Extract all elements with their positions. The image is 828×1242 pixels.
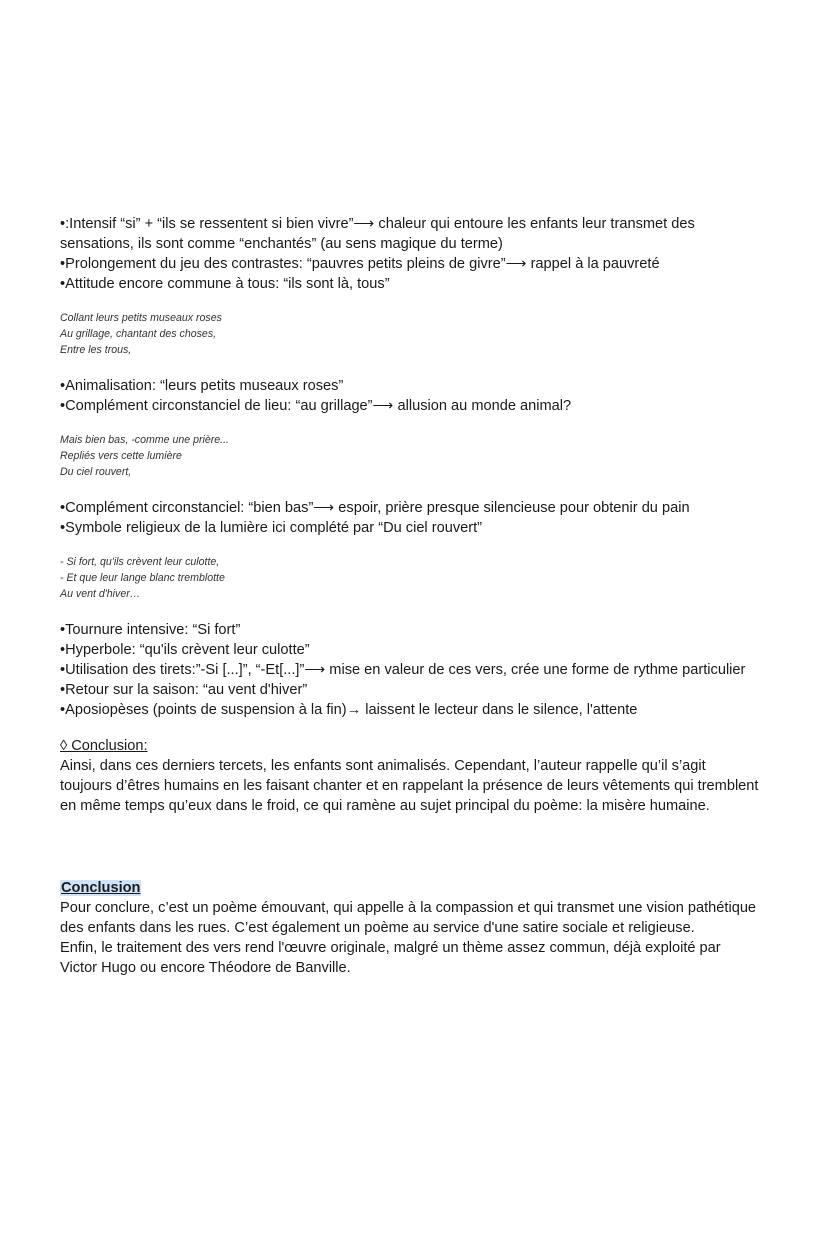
- conclusion-paragraph: Enfin, le traitement des vers rend l'œuvre originale, malgré un thème assez commun, déjà exploité par Victor Hugo ou encore Théodore de Banville.: [60, 940, 721, 976]
- bullet-attitude: •Attitude encore commune à tous: “ils sont là, tous”: [60, 276, 390, 292]
- quote2-line: Repliés vers cette lumière: [60, 450, 182, 462]
- document-page: [60, 214, 760, 978]
- quote2-line: Mais bien bas, -comme une prière...: [60, 434, 229, 446]
- bullet-hyperbole: •Hyperbole: “qu'ils crèvent leur culotte”: [60, 642, 310, 658]
- quote1-line: Collant leurs petits museaux roses: [60, 312, 222, 324]
- bullet-bien-bas: •Complément circonstanciel: “bien bas”⟶ espoir, prière presque silencieuse pour obtenir du pain: [60, 500, 690, 516]
- sub-conclusion-heading: ◊ Conclusion:: [60, 738, 148, 754]
- quote3-line: - Et que leur lange blanc tremblotte: [60, 572, 225, 584]
- bullet-animalisation: •Animalisation: “leurs petits museaux roses”: [60, 378, 344, 394]
- quote3-line: - Si fort, qu'ils crèvent leur culotte,: [60, 556, 220, 568]
- bullet-symbole: •Symbole religieux de la lumière ici complété par “Du ciel rouvert”: [60, 520, 483, 536]
- bullet-lieu: •Complément circonstanciel de lieu: “au grillage”⟶ allusion au monde animal?: [60, 398, 572, 414]
- conclusion-paragraph: Pour conclure, c’est un poème émouvant, qui appelle à la compassion et qui transmet une vision pathétique des enfants dans les rues. C’est également un poème au service d'une satire sociale et religieuse.: [60, 900, 757, 936]
- conclusion-heading: Conclusion: [61, 880, 141, 896]
- bullet-tournure: •Tournure intensive: “Si fort”: [60, 622, 241, 638]
- bullet-prolongement: •Prolongement du jeu des contrastes: “pauvres petits pleins de givre”⟶ rappel à la pauvreté: [60, 256, 660, 272]
- sub-conclusion-text: Ainsi, dans ces derniers tercets, les enfants sont animalisés. Cependant, l’auteur rappelle qu’il s’agit toujours d’êtres humains en les faisant chanter et en rappelant la présence de leurs vêtements qui tremblent en même temps qu’eux dans le froid, ce qui ramène au sujet principal du poème: la misère humaine.: [60, 758, 759, 814]
- quote3-line: Au vent d'hiver…: [60, 588, 141, 600]
- bullet-aposiopeses: •Aposiopèses (points de suspension à la fin)→ laissent le lecteur dans le silence, l'attente: [60, 702, 638, 718]
- bullet-intensif: •:Intensif “si” + “ils se ressentent si bien vivre”⟶ chaleur qui entoure les enfants leur transmet des sensations, ils sont comme “enchantés” (au sens magique du terme): [60, 216, 695, 252]
- bullet-saison: •Retour sur la saison: “au vent d'hiver”: [60, 682, 308, 698]
- bullet-tirets: •Utilisation des tirets:”-Si [...]”, “-Et[...]”⟶ mise en valeur de ces vers, crée une forme de rythme particulier: [60, 662, 746, 678]
- quote2-line: Du ciel rouvert,: [60, 466, 132, 478]
- quote1-line: Au grillage, chantant des choses,: [60, 328, 217, 340]
- quote1-line: Entre les trous,: [60, 344, 132, 356]
